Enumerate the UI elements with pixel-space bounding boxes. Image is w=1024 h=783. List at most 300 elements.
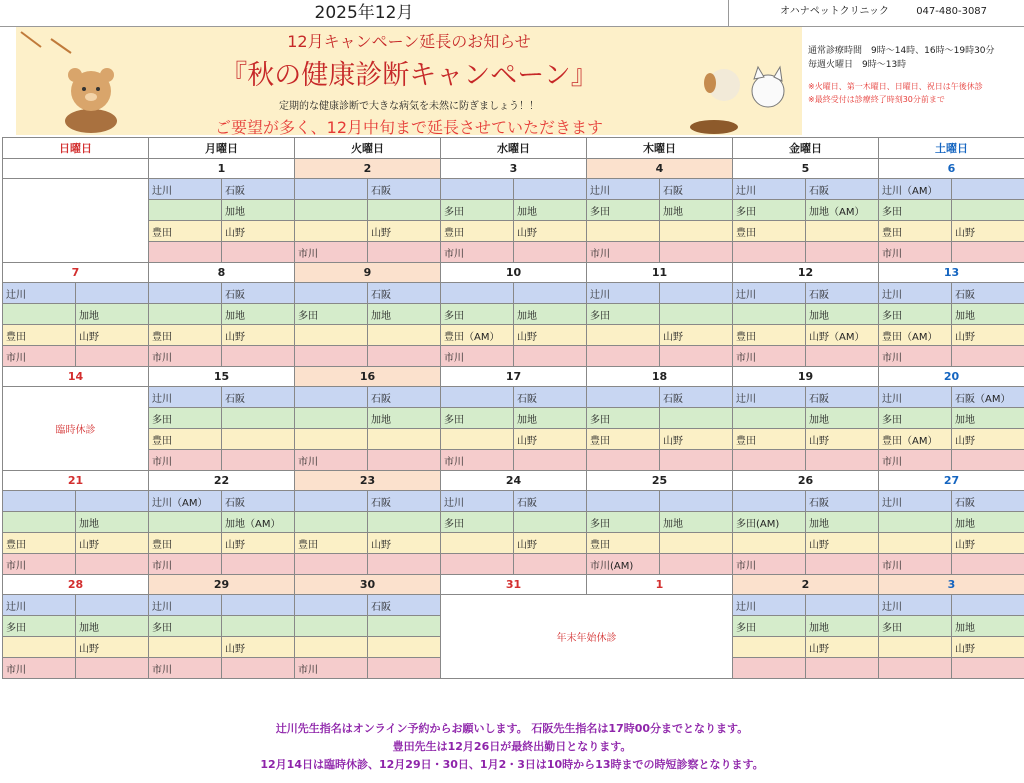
staff-cell — [295, 616, 368, 637]
staff-row — [3, 491, 1024, 512]
staff-cell — [733, 491, 806, 512]
staff-cell: 石阪 — [222, 283, 295, 304]
staff-cell — [514, 554, 587, 575]
staff-cell — [441, 429, 514, 450]
hours-line-2: 毎週火曜日 9時～13時 — [808, 60, 907, 70]
staff-cell: 多田 — [441, 408, 514, 429]
staff-cell — [368, 200, 441, 221]
staff-cell — [806, 554, 879, 575]
staff-cell: 加地 — [952, 304, 1024, 325]
staff-cell: 山野 — [660, 429, 733, 450]
staff-cell — [733, 533, 806, 554]
staff-cell — [660, 533, 733, 554]
staff-cell — [368, 512, 441, 533]
staff-cell: 加地 — [952, 616, 1024, 637]
closed-cell: 年末年始休診 — [441, 595, 733, 679]
staff-cell: 辻川 — [3, 283, 76, 304]
staff-cell — [514, 512, 587, 533]
staff-cell — [879, 658, 952, 679]
staff-cell — [733, 450, 806, 471]
date-cell: 20 — [879, 367, 1024, 387]
staff-cell — [222, 595, 295, 616]
staff-cell: 辻川 — [587, 179, 660, 200]
weekday-header: 月曜日 — [149, 138, 295, 159]
staff-cell: 市川 — [587, 242, 660, 263]
staff-cell: 辻川 — [587, 283, 660, 304]
date-cell: 6 — [879, 159, 1024, 179]
date-cell: 1 — [587, 575, 733, 595]
staff-cell: 石阪 — [514, 387, 587, 408]
staff-cell — [222, 346, 295, 367]
staff-cell: 加地 — [76, 304, 149, 325]
date-cell: 22 — [149, 471, 295, 491]
staff-cell: 多田 — [587, 304, 660, 325]
staff-cell: 加地 — [952, 408, 1024, 429]
staff-cell: 山野 — [368, 221, 441, 242]
staff-row — [3, 325, 1024, 346]
staff-cell — [660, 554, 733, 575]
staff-cell: 石阪 — [806, 179, 879, 200]
staff-cell — [514, 242, 587, 263]
staff-cell — [660, 283, 733, 304]
staff-cell — [295, 346, 368, 367]
staff-cell: 石阪 — [222, 179, 295, 200]
staff-cell: 加地 — [514, 408, 587, 429]
staff-cell: 辻川（AM） — [879, 179, 952, 200]
staff-cell: 加地 — [222, 304, 295, 325]
weekday-header: 金曜日 — [733, 138, 879, 159]
date-cell: 8 — [149, 263, 295, 283]
staff-row — [3, 450, 1024, 471]
staff-cell — [952, 595, 1024, 616]
staff-cell: 豊田（AM） — [441, 325, 514, 346]
staff-cell: 豊田 — [295, 533, 368, 554]
staff-cell: 石阪 — [222, 387, 295, 408]
date-cell — [3, 159, 149, 179]
staff-cell — [3, 512, 76, 533]
footer-line-1: 辻川先生指名はオンライン予約からお願いします。 石阪先生指名は17時00分までとなります。 — [275, 722, 749, 735]
date-cell: 3 — [879, 575, 1024, 595]
staff-row — [3, 429, 1024, 450]
staff-cell: 石阪 — [514, 491, 587, 512]
staff-cell — [222, 658, 295, 679]
staff-row — [3, 512, 1024, 533]
staff-cell: 市川 — [149, 658, 222, 679]
staff-cell: 石阪 — [806, 491, 879, 512]
staff-row — [3, 179, 1024, 200]
week-date-row — [3, 575, 1024, 595]
staff-cell — [368, 429, 441, 450]
staff-cell: 石阪 — [368, 595, 441, 616]
staff-cell — [222, 554, 295, 575]
staff-cell — [660, 491, 733, 512]
staff-cell — [441, 179, 514, 200]
staff-cell: 山野 — [514, 533, 587, 554]
staff-cell: 豊田 — [733, 429, 806, 450]
staff-cell: 加地 — [660, 512, 733, 533]
staff-cell — [76, 346, 149, 367]
date-cell: 9 — [295, 263, 441, 283]
staff-cell — [952, 200, 1024, 221]
staff-cell: 加地 — [368, 304, 441, 325]
staff-row — [3, 595, 1024, 616]
staff-cell: 市川 — [3, 346, 76, 367]
staff-cell — [149, 512, 222, 533]
staff-cell: 市川 — [149, 554, 222, 575]
staff-cell — [222, 429, 295, 450]
calendar-grid — [2, 137, 1024, 679]
staff-cell — [295, 408, 368, 429]
staff-cell — [368, 242, 441, 263]
staff-cell — [660, 304, 733, 325]
staff-cell: 市川 — [441, 242, 514, 263]
footer-notes — [0, 720, 1024, 774]
date-cell: 1 — [149, 159, 295, 179]
date-cell: 17 — [441, 367, 587, 387]
staff-cell: 加地 — [514, 200, 587, 221]
staff-cell — [76, 554, 149, 575]
staff-cell — [3, 637, 76, 658]
staff-cell: 山野 — [952, 221, 1024, 242]
staff-cell: 山野 — [222, 533, 295, 554]
staff-cell — [587, 387, 660, 408]
banner-notice: ご要望が多く、12月中旬まで延長させていただきます — [214, 118, 604, 135]
banner-title: 『秋の健康診断キャンペーン』 — [220, 60, 598, 91]
staff-cell: 加地 — [76, 616, 149, 637]
staff-cell — [295, 221, 368, 242]
staff-cell — [733, 242, 806, 263]
closed-cell: 臨時休診 — [3, 387, 149, 471]
staff-cell: 山野 — [514, 429, 587, 450]
staff-cell: 山野 — [660, 325, 733, 346]
staff-cell — [295, 512, 368, 533]
clinic-name: オハナペットクリニック — [780, 6, 889, 17]
staff-cell: 辻川（AM） — [149, 491, 222, 512]
staff-cell: 山野 — [952, 533, 1024, 554]
staff-cell: 多田 — [587, 512, 660, 533]
date-cell: 5 — [733, 159, 879, 179]
staff-cell — [733, 408, 806, 429]
staff-cell: 石阪 — [222, 491, 295, 512]
staff-cell: 辻川 — [879, 283, 952, 304]
staff-cell — [295, 554, 368, 575]
staff-cell: 辻川 — [149, 595, 222, 616]
staff-cell — [806, 450, 879, 471]
hours-note-1: ※火曜日、第一木曜日、日曜日、祝日は午後休診 — [808, 82, 983, 91]
staff-cell: 豊田 — [149, 429, 222, 450]
staff-cell — [952, 554, 1024, 575]
staff-cell: 豊田 — [441, 221, 514, 242]
weekday-header: 土曜日 — [879, 138, 1024, 159]
footer-line-2: 豊田先生は12月26日が最終出勤日となります。 — [392, 740, 632, 753]
banner-subtitle: 定期的な健康診断で大きな病気を未然に防ぎましょう！！ — [279, 101, 539, 112]
staff-cell — [514, 179, 587, 200]
staff-cell: 山野 — [222, 221, 295, 242]
footer-line-3: 12月14日は臨時休診、12月29日・30日、1月2・3日は10時から13時までの時短診察となります。 — [260, 758, 764, 771]
date-cell: 13 — [879, 263, 1024, 283]
week-date-row — [3, 159, 1024, 179]
staff-cell: 山野 — [222, 325, 295, 346]
staff-cell — [222, 408, 295, 429]
weekday-header: 水曜日 — [441, 138, 587, 159]
week-date-row — [3, 367, 1024, 387]
staff-cell — [222, 242, 295, 263]
staff-cell: 辻川 — [149, 387, 222, 408]
staff-cell: 辻川 — [733, 387, 806, 408]
staff-cell: 多田 — [879, 200, 952, 221]
staff-cell — [806, 242, 879, 263]
date-cell: 28 — [3, 575, 149, 595]
staff-cell — [149, 283, 222, 304]
staff-cell — [514, 346, 587, 367]
staff-row — [3, 221, 1024, 242]
staff-cell: 辻川 — [441, 491, 514, 512]
staff-cell — [806, 658, 879, 679]
date-cell: 12 — [733, 263, 879, 283]
staff-cell — [368, 554, 441, 575]
staff-cell: 豊田 — [149, 325, 222, 346]
date-cell: 21 — [3, 471, 149, 491]
weekday-header: 日曜日 — [3, 138, 149, 159]
staff-cell: 多田(AM) — [733, 512, 806, 533]
date-cell: 2 — [295, 159, 441, 179]
clinic-phone: 047-480-3087 — [916, 6, 988, 17]
staff-cell — [441, 554, 514, 575]
staff-cell: 市川 — [441, 450, 514, 471]
staff-cell: 多田 — [441, 512, 514, 533]
date-cell: 7 — [3, 263, 149, 283]
date-cell: 31 — [441, 575, 587, 595]
weekday-header: 木曜日 — [587, 138, 733, 159]
staff-cell: 山野 — [806, 429, 879, 450]
date-cell: 26 — [733, 471, 879, 491]
staff-cell — [660, 450, 733, 471]
staff-cell: 辻川 — [733, 179, 806, 200]
staff-cell — [441, 533, 514, 554]
staff-cell: 加地 — [368, 408, 441, 429]
staff-row — [3, 242, 1024, 263]
staff-cell: 市川 — [149, 346, 222, 367]
staff-cell: 豊田（AM） — [879, 325, 952, 346]
date-cell: 25 — [587, 471, 733, 491]
staff-cell — [76, 283, 149, 304]
staff-cell: 多田 — [295, 304, 368, 325]
staff-cell — [295, 491, 368, 512]
staff-cell — [660, 221, 733, 242]
staff-row — [3, 200, 1024, 221]
staff-cell: 石阪 — [660, 179, 733, 200]
staff-cell: 市川 — [879, 346, 952, 367]
staff-row — [3, 554, 1024, 575]
staff-cell — [514, 450, 587, 471]
staff-cell: 石阪 — [806, 387, 879, 408]
staff-cell: 加地 — [806, 616, 879, 637]
staff-cell — [295, 200, 368, 221]
staff-cell — [514, 283, 587, 304]
staff-cell: 山野 — [952, 325, 1024, 346]
staff-cell — [879, 637, 952, 658]
staff-cell: 市川 — [441, 346, 514, 367]
staff-cell — [441, 387, 514, 408]
staff-cell — [295, 637, 368, 658]
staff-cell — [295, 595, 368, 616]
staff-cell: 豊田 — [3, 533, 76, 554]
staff-cell — [222, 450, 295, 471]
staff-cell: 多田 — [587, 200, 660, 221]
staff-cell: 市川 — [733, 346, 806, 367]
staff-cell: 豊田 — [3, 325, 76, 346]
staff-cell: 辻川 — [879, 491, 952, 512]
staff-cell: 多田 — [441, 200, 514, 221]
staff-cell — [733, 637, 806, 658]
staff-cell — [879, 533, 952, 554]
staff-cell: 山野（AM） — [806, 325, 879, 346]
date-cell: 24 — [441, 471, 587, 491]
weekday-header-row — [3, 138, 1024, 159]
staff-cell: 市川 — [295, 242, 368, 263]
staff-cell: 多田 — [879, 616, 952, 637]
staff-cell — [3, 304, 76, 325]
date-cell: 29 — [149, 575, 295, 595]
staff-cell: 多田 — [879, 304, 952, 325]
calendar-table — [2, 137, 1024, 679]
week-date-row — [3, 471, 1024, 491]
staff-cell — [368, 450, 441, 471]
staff-cell: 加地（AM） — [222, 512, 295, 533]
staff-cell — [952, 346, 1024, 367]
staff-cell: 辻川 — [879, 595, 952, 616]
staff-row — [3, 408, 1024, 429]
staff-cell — [76, 658, 149, 679]
staff-cell: 山野 — [76, 325, 149, 346]
staff-cell — [660, 346, 733, 367]
staff-cell — [441, 283, 514, 304]
staff-cell: 石阪 — [368, 283, 441, 304]
staff-cell — [3, 491, 76, 512]
hours-info — [808, 44, 1022, 106]
staff-cell — [368, 616, 441, 637]
date-cell: 27 — [879, 471, 1024, 491]
staff-cell: 山野 — [514, 325, 587, 346]
staff-cell — [806, 221, 879, 242]
staff-cell: 山野 — [222, 637, 295, 658]
staff-cell: 加地 — [806, 512, 879, 533]
date-cell: 10 — [441, 263, 587, 283]
staff-cell: 石阪 — [368, 491, 441, 512]
staff-cell: 石阪 — [952, 491, 1024, 512]
staff-cell — [149, 242, 222, 263]
staff-cell — [76, 491, 149, 512]
clinic-info — [780, 0, 1011, 26]
staff-cell: 多田 — [149, 408, 222, 429]
staff-row — [3, 283, 1024, 304]
staff-cell: 豊田 — [733, 221, 806, 242]
staff-cell: 加地 — [806, 304, 879, 325]
staff-cell: 市川(AM) — [587, 554, 660, 575]
staff-cell: 市川 — [879, 242, 952, 263]
staff-cell — [295, 325, 368, 346]
staff-cell — [295, 429, 368, 450]
staff-cell: 山野 — [806, 533, 879, 554]
staff-cell: 加地 — [806, 408, 879, 429]
staff-cell: 豊田 — [587, 533, 660, 554]
staff-row — [3, 304, 1024, 325]
staff-cell: 多田 — [3, 616, 76, 637]
staff-cell: 加地 — [660, 200, 733, 221]
staff-cell: 市川 — [733, 554, 806, 575]
date-cell: 4 — [587, 159, 733, 179]
month-title: 2025年12月 — [0, 0, 729, 26]
staff-cell — [149, 304, 222, 325]
staff-cell: 山野 — [952, 429, 1024, 450]
staff-cell — [952, 242, 1024, 263]
staff-cell — [660, 408, 733, 429]
staff-cell: 多田 — [733, 616, 806, 637]
date-cell: 16 — [295, 367, 441, 387]
staff-cell — [149, 200, 222, 221]
staff-row — [3, 533, 1024, 554]
date-cell: 30 — [295, 575, 441, 595]
staff-cell: 辻川 — [3, 595, 76, 616]
staff-cell: 石阪 — [368, 179, 441, 200]
staff-cell: 山野 — [368, 533, 441, 554]
date-cell: 15 — [149, 367, 295, 387]
staff-cell — [295, 179, 368, 200]
staff-cell: 多田 — [587, 408, 660, 429]
staff-cell: 市川 — [3, 658, 76, 679]
date-cell: 2 — [733, 575, 879, 595]
staff-cell: 辻川 — [733, 595, 806, 616]
staff-cell — [952, 179, 1024, 200]
staff-cell: 多田 — [879, 408, 952, 429]
staff-cell: 辻川 — [149, 179, 222, 200]
staff-cell: 山野 — [952, 637, 1024, 658]
staff-cell — [295, 283, 368, 304]
banner-heading: 12月キャンペーン延長のお知らせ — [287, 32, 531, 51]
date-cell: 3 — [441, 159, 587, 179]
staff-cell: 石阪 — [368, 387, 441, 408]
staff-cell: 辻川 — [733, 283, 806, 304]
staff-cell — [587, 491, 660, 512]
date-cell: 18 — [587, 367, 733, 387]
staff-cell — [295, 387, 368, 408]
staff-cell: 市川 — [3, 554, 76, 575]
closed-cell — [3, 179, 149, 263]
staff-cell — [222, 616, 295, 637]
staff-cell — [952, 658, 1024, 679]
staff-cell: 多田 — [733, 200, 806, 221]
campaign-banner — [16, 27, 802, 135]
hours-note-2: ※最終受付は診療終了時刻30分前まで — [808, 95, 945, 104]
staff-cell — [806, 346, 879, 367]
staff-cell: 山野 — [806, 637, 879, 658]
staff-cell: 辻川 — [879, 387, 952, 408]
staff-cell: 石阪 — [806, 283, 879, 304]
staff-cell: 多田 — [149, 616, 222, 637]
top-bar — [0, 0, 1024, 27]
staff-cell — [733, 658, 806, 679]
staff-cell: 市川 — [879, 554, 952, 575]
staff-cell: 豊田 — [879, 221, 952, 242]
staff-cell — [368, 346, 441, 367]
staff-cell: 市川 — [295, 450, 368, 471]
staff-cell: 豊田 — [149, 221, 222, 242]
staff-cell — [368, 325, 441, 346]
staff-cell — [587, 450, 660, 471]
staff-row — [3, 346, 1024, 367]
staff-cell — [76, 595, 149, 616]
staff-cell: 加地 — [76, 512, 149, 533]
